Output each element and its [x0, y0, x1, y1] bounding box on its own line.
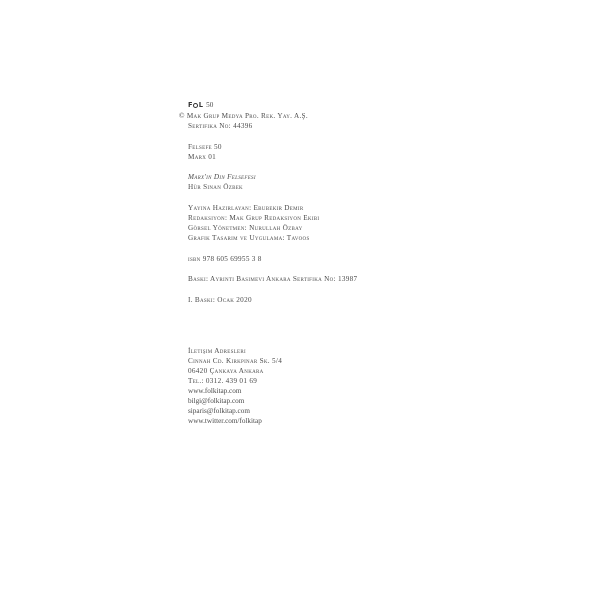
credit-graphic-design: Grafik Tasarım ve Uygulama: Tavoos	[188, 234, 310, 242]
publisher-logo-line	[188, 100, 213, 110]
publisher-logo-icon	[188, 100, 203, 110]
book-author: Hür Sinan Özbek	[188, 183, 243, 191]
copyright-notice: © Mak Grup Medya Pro. Rek. Yay. A.Ş.	[179, 112, 308, 120]
contact-email-info-link[interactable]: bilgi@folkitap.com	[188, 397, 245, 405]
series-number: 50	[206, 101, 214, 109]
contact-twitter-link[interactable]: www.twitter.com/folkitap	[188, 417, 262, 425]
series-name: Felsefe 50	[188, 143, 222, 151]
contact-heading: İletişim Adresleri	[188, 347, 246, 355]
contact-address-line2: 06420 Çankaya Ankara	[188, 367, 264, 375]
print-info: Baskı: Ayrıntı Basımevi Ankara Sertifika No: 13987	[188, 275, 358, 283]
contact-phone: Tel.: 0312. 439 01 69	[188, 377, 258, 385]
credit-visual-director: Görsel Yönetmen: Nurullah Özbay	[188, 224, 303, 232]
credit-editor: Yayına Hazırlayan: Ebubekir Demir	[188, 204, 304, 212]
contact-email-order-link[interactable]: siparis@folkitap.com	[188, 407, 250, 415]
contact-address-line1: Cinnah Cd. Kırkpınar Sk. 5/4	[188, 357, 283, 365]
logo-letter-l: L	[198, 101, 204, 109]
series-sub: Marx 01	[188, 153, 217, 161]
logo-letter-f: F	[188, 101, 193, 109]
edition-info: I. Baskı: Ocak 2020	[188, 296, 252, 304]
certificate-number: Sertifika No: 44396	[188, 122, 253, 130]
contact-website-link[interactable]: www.folkitap.com	[188, 387, 242, 395]
credit-redaction: Redaksiyon: Mak Grup Redaksiyon Ekibi	[188, 214, 320, 222]
logo-circle-icon	[193, 103, 198, 108]
book-title: Marx'ın Din Felsefesi	[188, 173, 256, 181]
isbn: isbn 978 605 69955 3 8	[188, 255, 262, 263]
